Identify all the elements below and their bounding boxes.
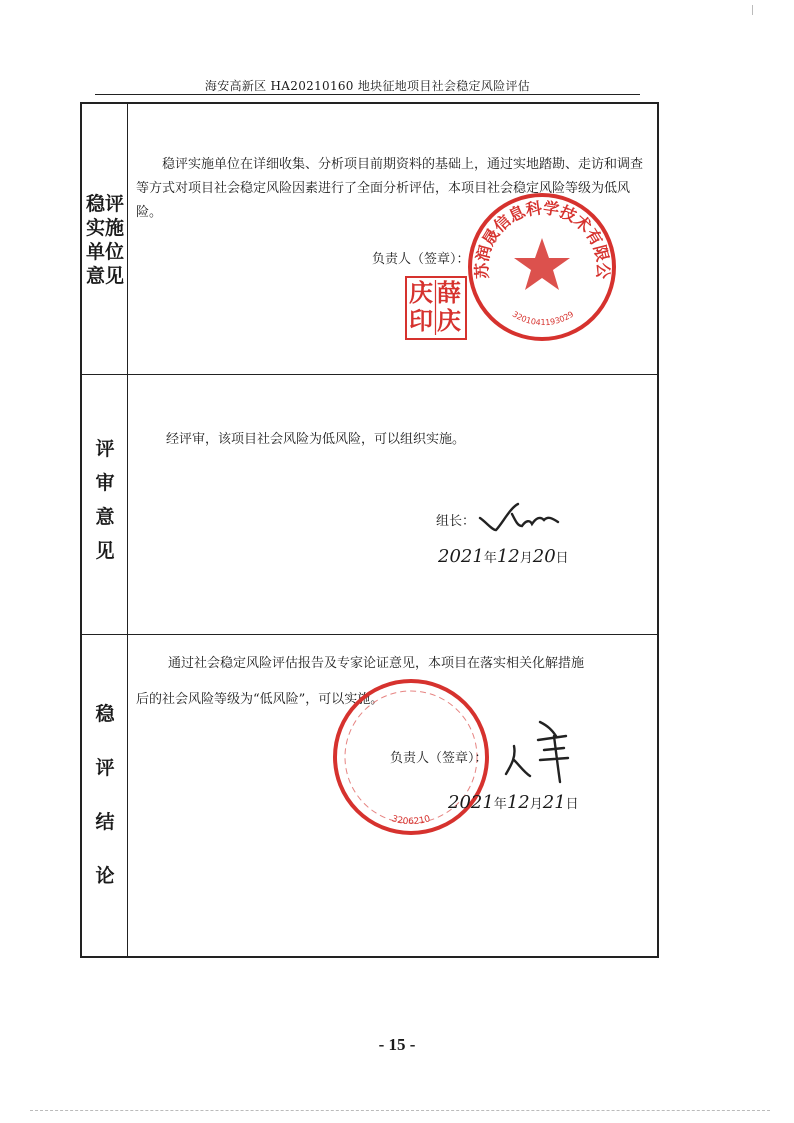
review-date — [438, 543, 569, 573]
label-line: 论 — [95, 865, 115, 887]
row-divider-1 — [80, 374, 659, 375]
conclusion-seal-code: 3206210 — [390, 814, 432, 828]
conclusion-date-day: 21 — [542, 792, 566, 813]
conclusion-signature — [500, 716, 580, 786]
svg-text:3206210 — [390, 814, 432, 827]
conclusion-date — [448, 789, 579, 819]
label-line: 实施 — [85, 217, 124, 239]
row-divider-2 — [80, 634, 659, 635]
personal-seal-text-right: 薛庆 — [437, 278, 461, 335]
review-signer-label: 组长： — [436, 514, 476, 529]
company-seal — [465, 190, 619, 344]
conclusion-signer-label: 负责人（签章）： — [390, 751, 488, 766]
section-label-review-opinion — [82, 430, 128, 570]
scan-mark — [752, 5, 753, 15]
implementation-opinion-text: 稳评实施单位在详细收集、分析项目前期资料的基础上，通过实地踏勘、走访和调查等方式对项目社会稳定风险因素进行了全面分析评估，本项目社会稳定风险等级为低风险。 — [136, 157, 644, 220]
date-unit-month: 月 — [529, 797, 543, 812]
review-date-day: 20 — [532, 546, 556, 567]
section-label-implementation-opinion — [82, 170, 128, 310]
personal-seal — [405, 276, 467, 340]
date-unit-month: 月 — [519, 551, 533, 566]
conclusion-date-month: 12 — [506, 792, 530, 813]
table-bottom-border — [80, 956, 659, 958]
review-date-year: 2021 — [438, 546, 484, 567]
company-seal-code: 3201041193029 — [510, 309, 576, 328]
page-number: - 15 - — [378, 1035, 416, 1054]
svg-text:3201041193029 — [511, 310, 576, 328]
label-line: 稳 — [95, 703, 115, 725]
label-line: 稳评 — [85, 193, 124, 215]
label-line: 意见 — [85, 265, 124, 287]
date-unit-day: 日 — [555, 551, 569, 566]
date-unit-day: 日 — [565, 797, 579, 812]
review-opinion-text: 经评审，该项目社会风险为低风险，可以组织实施。 — [166, 432, 466, 447]
conclusion-text-line1: 通过社会稳定风险评估报告及专家论证意见，本项目在落实相关化解措施 — [168, 656, 585, 671]
label-line: 意 — [95, 506, 115, 528]
group-leader-signature — [478, 500, 568, 540]
review-date-month: 12 — [496, 546, 520, 567]
table-right-border — [657, 102, 659, 957]
personal-seal-text-left: 庆印 — [409, 278, 433, 335]
header-rule — [95, 94, 640, 95]
implementation-signer-label: 负责人（签章）： — [372, 252, 470, 267]
date-unit-year: 年 — [483, 551, 497, 566]
label-line: 评 — [95, 438, 115, 460]
scan-edge-line — [30, 1110, 770, 1111]
conclusion-date-year: 2021 — [448, 792, 494, 813]
label-line: 评 — [95, 757, 115, 779]
section-label-conclusion — [82, 690, 128, 900]
date-unit-year: 年 — [493, 797, 507, 812]
label-line: 单位 — [85, 241, 124, 263]
conclusion-text-line2: 后的社会风险等级为“低风险”，可以实施。 — [136, 692, 384, 707]
label-line: 审 — [95, 472, 115, 494]
company-seal-name: 苏润晟信息科学技术有限公 — [472, 198, 613, 280]
table-top-border — [80, 102, 659, 104]
label-line: 见 — [95, 540, 115, 562]
document-header-title: 海安高新区 HA20210160 地块征地项目社会稳定风险评估 — [204, 79, 531, 93]
label-line: 结 — [95, 811, 115, 833]
